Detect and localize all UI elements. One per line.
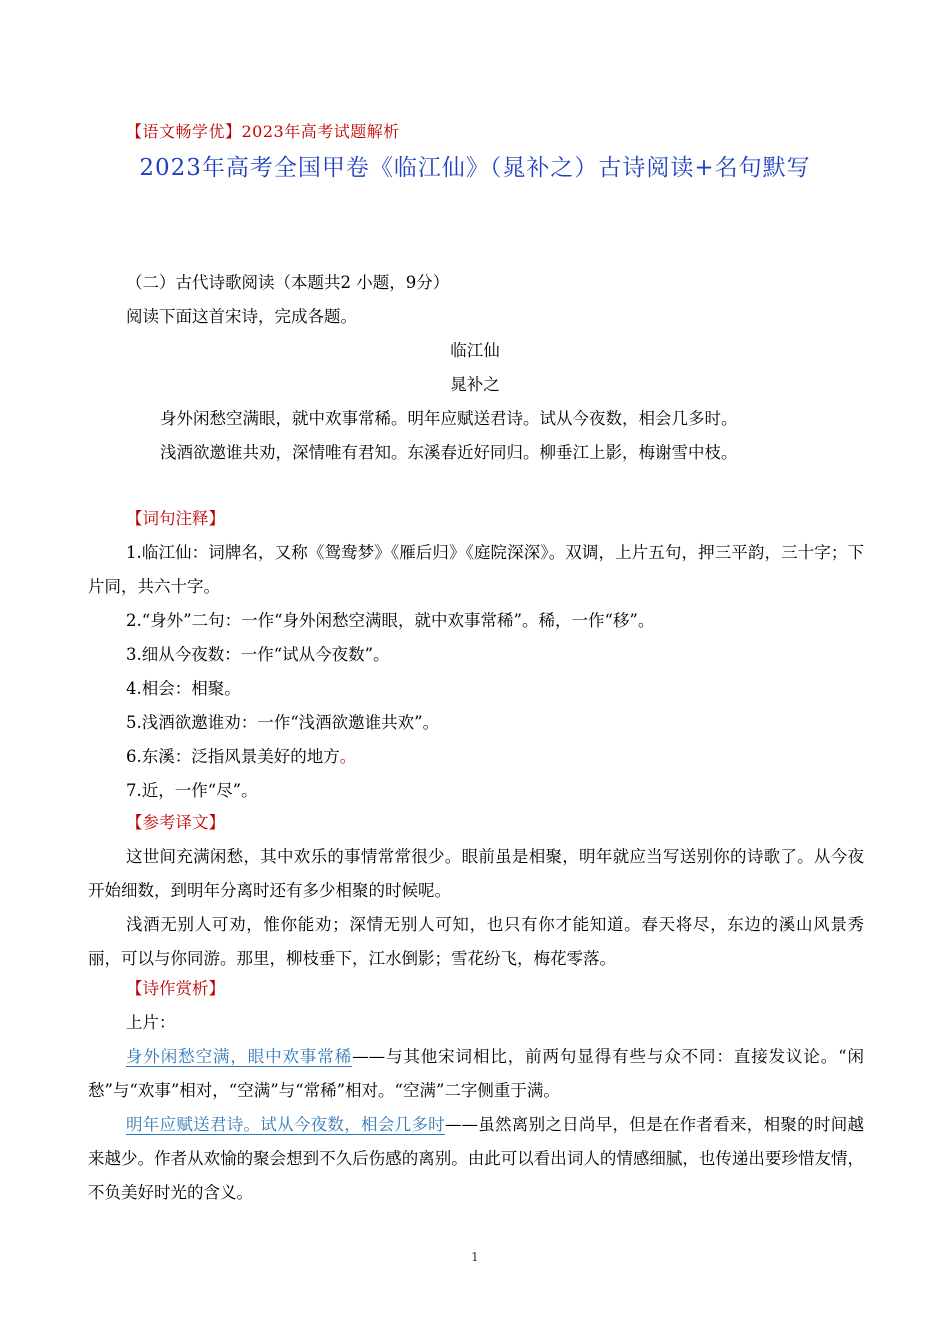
appreciation-paragraph-2 <box>88 1108 864 1210</box>
note-1: 1.临江仙：词牌名，又称《鸳鸯梦》《雁后归》《庭院深深》。双调，上片五句，押三平韵，三十字；下片同，共六十字。 <box>88 543 864 596</box>
header-tag: 【语文畅学优】2023年高考试题解析 <box>126 122 400 141</box>
appreciation-comment-2: ——虽然离别之日尚早，但是在作者看来，相聚的时间越来越少。作者从欢愉的聚会想到不久后伤感的离别。由此可以看出词人的情感细腻，也传递出要珍惜友情，不负美好时光的含义。 <box>88 1115 865 1202</box>
note-4: 4.相会：相聚。 <box>126 679 241 698</box>
quote-link-1[interactable]: 身外闲愁空满，眼中欢事常稀 <box>126 1047 353 1066</box>
section-instruction: 阅读下面这首宋诗，完成各题。 <box>126 307 357 326</box>
note-5: 5.浅酒欲邀谁劝：一作“浅酒欲邀谁共欢”。 <box>126 713 440 732</box>
poem-title: 临江仙 <box>450 341 500 360</box>
poem-line-2: 浅酒欲邀谁共劝，深情唯有君知。东溪春近好同归。柳垂江上影，梅谢雪中枝。 <box>160 443 738 462</box>
note-2: 2.“身外”二句：一作“身外闲愁空满眼，就中欢事常稀”。稀，一作“移”。 <box>126 611 655 630</box>
notes-heading: 【词句注释】 <box>126 509 225 528</box>
poem-author: 晁补之 <box>450 375 500 394</box>
translation-heading: 【参考译文】 <box>126 813 225 832</box>
translation-paragraph-1: 这世间充满闲愁，其中欢乐的事情常常很少。眼前虽是相聚，明年就应当写送别你的诗歌了。从今夜开始细数，到明年分离时还有多少相聚的时候呢。 <box>88 847 864 900</box>
note-3: 3.细从今夜数：一作“试从今夜数”。 <box>126 645 390 664</box>
appreciation-heading: 【诗作赏析】 <box>126 979 225 998</box>
appreciation-subheading: 上片： <box>126 1013 176 1032</box>
note-6-text: 6.东溪：泛指风景美好的地方 <box>126 747 340 766</box>
section-label: （二）古代诗歌阅读（本题共2 小题，9分） <box>126 273 450 292</box>
note-7: 7.近，一作“尽”。 <box>126 781 258 800</box>
page-number: 1 <box>471 1250 479 1264</box>
appreciation-paragraph-1 <box>88 1040 864 1108</box>
appreciation-comment-1: ——与其他宋词相比，前两句显得有些与众不同：直接发议论。“闲愁”与“欢事”相对，“空满”与“常稀”相对。“空满”二字侧重于满。 <box>88 1047 864 1100</box>
note-6-end: 。 <box>339 747 357 766</box>
poem-line-1: 身外闲愁空满眼，就中欢事常稀。明年应赋送君诗。试从今夜数，相会几多时。 <box>160 409 738 428</box>
translation-paragraph-2: 浅酒无别人可劝，惟你能劝；深情无别人可知，也只有你才能知道。春天将尽，东边的溪山风景秀丽，可以与你同游。那里，柳枝垂下，江水倒影；雪花纷飞，梅花零落。 <box>88 915 864 968</box>
page-title: 2023年高考全国甲卷《临江仙》（晁补之）古诗阅读+名句默写 <box>139 155 811 181</box>
quote-link-2[interactable]: 明年应赋送君诗。试从今夜数，相会几多时 <box>126 1115 445 1134</box>
note-6 <box>126 740 356 774</box>
